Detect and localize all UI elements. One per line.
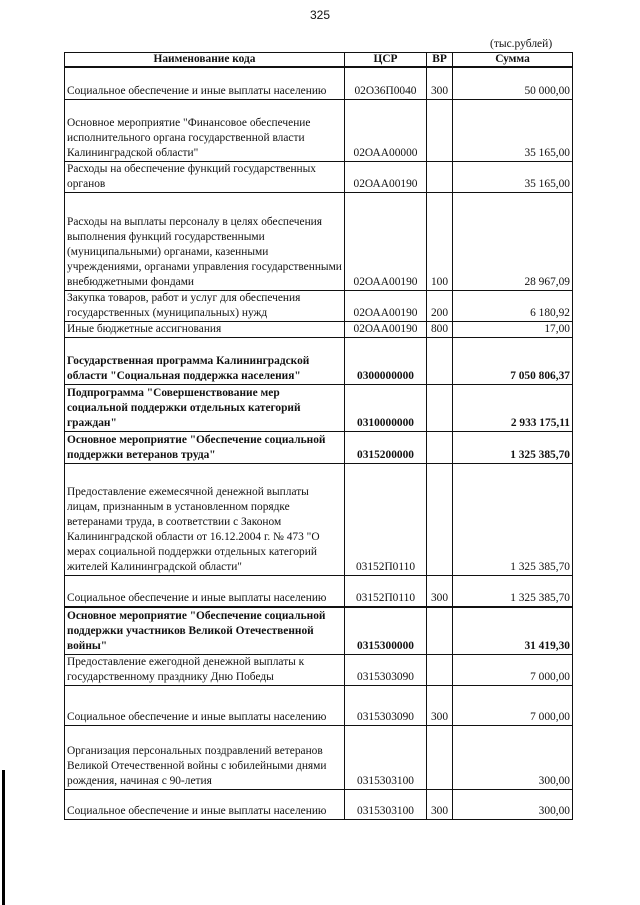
scan-edge-mark: [2, 770, 5, 905]
row-name: Государственная программа Калининградской области "Социальная поддержка населения": [65, 337, 345, 384]
table-row: [65, 607, 573, 654]
row-sum: 1 325 385,70: [453, 575, 573, 607]
row-name: Основное мероприятие "Обеспечение социальной поддержки ветеранов труда": [65, 431, 345, 463]
table-row: [65, 575, 573, 607]
row-sum: 31 419,30: [453, 607, 573, 654]
row-csr: 0315200000: [345, 431, 427, 463]
page-number: 325: [309, 8, 331, 22]
row-sum: 35 165,00: [453, 161, 573, 192]
row-name: Расходы на выплаты персоналу в целях обеспечения выполнения функций государственными (муниципальными) органами, казенными учреждениями, органами управления государственными внебюджетными фондами: [65, 192, 345, 290]
row-csr: 02ОАА00190: [345, 321, 427, 337]
table-row: [65, 161, 573, 192]
table-row: [65, 337, 573, 384]
row-name: Основное мероприятие "Финансовое обеспечение исполнительного органа государственной власти Калининградской области": [65, 99, 345, 161]
row-vr: 800: [427, 321, 453, 337]
row-vr: [427, 607, 453, 654]
header-name: Наименование кода: [65, 53, 345, 68]
table-row: [65, 431, 573, 463]
row-csr: 03152П0110: [345, 463, 427, 575]
row-name: Предоставление ежемесячной денежной выплаты лицам, признанным в установленном порядке ветеранами труда, в соответствии с Законом Калининградской области от 16.12.2004 г. № 473 "О мерах социальной поддержки отдельных категорий жителей Калининградской области": [65, 463, 345, 575]
row-sum: 50 000,00: [453, 67, 573, 99]
row-sum: 7 000,00: [453, 685, 573, 725]
table-row: [65, 67, 573, 99]
table-row: [65, 654, 573, 685]
row-csr: 02ОАА00000: [345, 99, 427, 161]
row-csr: 0315300000: [345, 607, 427, 654]
table-row: [65, 321, 573, 337]
row-name: Организация персональных поздравлений ветеранов Великой Отечественной войны с юбилейными днями рождения, начиная с 90-летия: [65, 725, 345, 789]
row-name: Социальное обеспечение и иные выплаты населению: [65, 685, 345, 725]
budget-table: [64, 52, 573, 820]
row-name: Социальное обеспечение и иные выплаты населению: [65, 67, 345, 99]
row-name: Иные бюджетные ассигнования: [65, 321, 345, 337]
table-header-row: [65, 53, 573, 68]
row-sum: 35 165,00: [453, 99, 573, 161]
table-row: [65, 725, 573, 789]
row-name: Подпрограмма "Совершенствование мер социальной поддержки отдельных категорий граждан": [65, 384, 345, 431]
table-row: [65, 384, 573, 431]
row-vr: 300: [427, 789, 453, 819]
row-sum: 7 000,00: [453, 654, 573, 685]
row-vr: [427, 431, 453, 463]
row-sum: 6 180,92: [453, 290, 573, 321]
row-sum: 300,00: [453, 725, 573, 789]
row-vr: 200: [427, 290, 453, 321]
units-label: (тыс.рублей): [490, 38, 553, 50]
row-csr: 02ОАА00190: [345, 290, 427, 321]
row-sum: 7 050 806,37: [453, 337, 573, 384]
row-sum: 1 325 385,70: [453, 431, 573, 463]
table-row: [65, 99, 573, 161]
row-name: Социальное обеспечение и иные выплаты населению: [65, 789, 345, 819]
row-vr: 100: [427, 192, 453, 290]
row-csr: 0315303100: [345, 789, 427, 819]
row-vr: [427, 654, 453, 685]
row-csr: 02ОАА00190: [345, 192, 427, 290]
row-csr: 02О36П0040: [345, 67, 427, 99]
row-csr: 02ОАА00190: [345, 161, 427, 192]
row-name: Основное мероприятие "Обеспечение социальной поддержки участников Великой Отечественной войны": [65, 607, 345, 654]
row-csr: 03152П0110: [345, 575, 427, 607]
row-sum: 17,00: [453, 321, 573, 337]
table-row: [65, 789, 573, 819]
row-sum: 1 325 385,70: [453, 463, 573, 575]
header-csr: ЦСР: [345, 53, 427, 68]
row-vr: [427, 99, 453, 161]
row-csr: 0315303090: [345, 654, 427, 685]
table-row: [65, 192, 573, 290]
table-row: [65, 463, 573, 575]
row-sum: 300,00: [453, 789, 573, 819]
row-vr: [427, 161, 453, 192]
header-vr: ВР: [427, 53, 453, 68]
row-vr: [427, 337, 453, 384]
row-vr: 300: [427, 67, 453, 99]
row-csr: 0310000000: [345, 384, 427, 431]
row-vr: [427, 384, 453, 431]
row-name: Предоставление ежегодной денежной выплаты к государственному празднику Дню Победы: [65, 654, 345, 685]
row-csr: 0315303100: [345, 725, 427, 789]
row-vr: 300: [427, 685, 453, 725]
row-vr: [427, 725, 453, 789]
row-vr: [427, 463, 453, 575]
row-name: Расходы на обеспечение функций государственных органов: [65, 161, 345, 192]
row-name: Социальное обеспечение и иные выплаты населению: [65, 575, 345, 607]
table-row: [65, 290, 573, 321]
row-csr: 0300000000: [345, 337, 427, 384]
row-csr: 0315303090: [345, 685, 427, 725]
header-sum: Сумма: [453, 53, 573, 68]
table-row: [65, 685, 573, 725]
row-name: Закупка товаров, работ и услуг для обеспечения государственных (муниципальных) нужд: [65, 290, 345, 321]
row-vr: 300: [427, 575, 453, 607]
row-sum: 2 933 175,11: [453, 384, 573, 431]
row-sum: 28 967,09: [453, 192, 573, 290]
